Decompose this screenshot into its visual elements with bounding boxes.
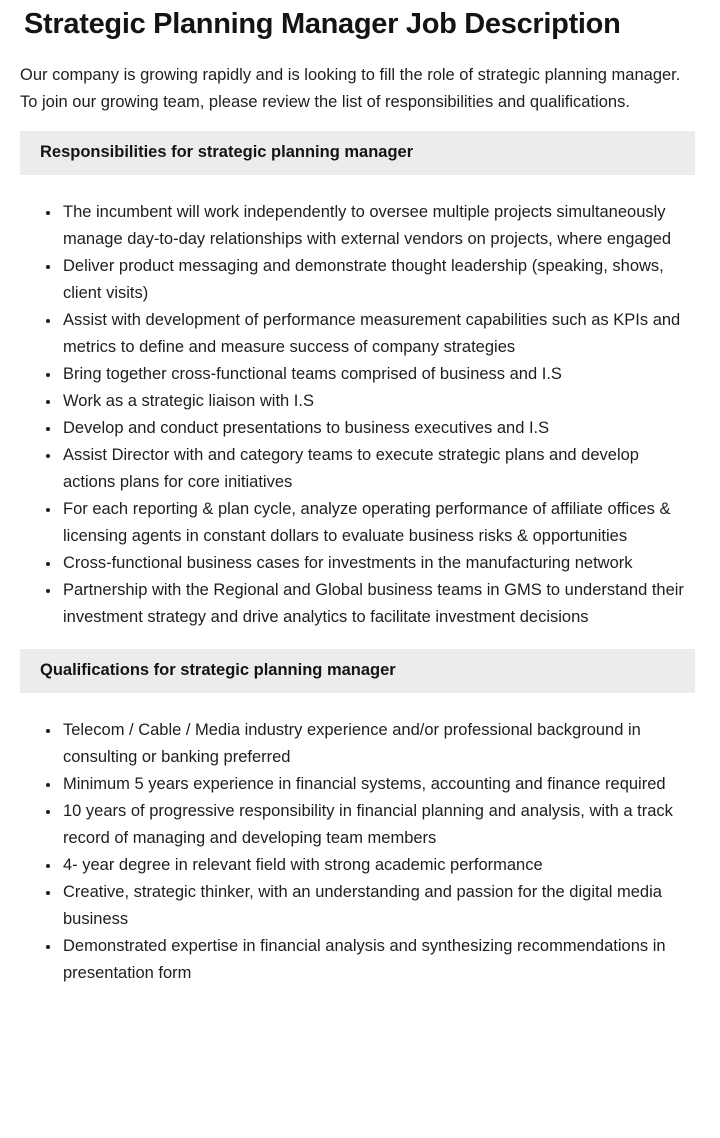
responsibilities-list bbox=[20, 199, 695, 631]
list-item: • Demonstrated expertise in financial analysis and synthesizing recommendations in presentation form bbox=[61, 933, 695, 987]
list-item: • Deliver product messaging and demonstrate thought leadership (speaking, shows, client visits) bbox=[61, 253, 695, 307]
section-heading-responsibilities: Responsibilities for strategic planning manager bbox=[20, 131, 695, 175]
list-item: • Bring together cross-functional teams comprised of business and I.S bbox=[61, 361, 695, 388]
list-item: • Cross-functional business cases for investments in the manufacturing network bbox=[61, 550, 695, 577]
list-item: • Minimum 5 years experience in financial systems, accounting and finance required bbox=[61, 771, 695, 798]
list-item: • The incumbent will work independently to oversee multiple projects simultaneously manage day-to-day relationships with external vendors on projects, where engaged bbox=[61, 199, 695, 253]
list-item: • For each reporting & plan cycle, analyze operating performance of affiliate offices & licensing agents in constant dollars to evaluate business risks & opportunities bbox=[61, 496, 695, 550]
list-item: • 4- year degree in relevant field with strong academic performance bbox=[61, 852, 695, 879]
section-heading-qualifications: Qualifications for strategic planning manager bbox=[20, 649, 695, 693]
list-item: • Creative, strategic thinker, with an understanding and passion for the digital media business bbox=[61, 879, 695, 933]
list-item: • Work as a strategic liaison with I.S bbox=[61, 388, 695, 415]
intro-paragraph: Our company is growing rapidly and is looking to fill the role of strategic planning manager. To join our growing team, please review the list of responsibilities and qualifications. bbox=[20, 66, 681, 112]
list-item: • Develop and conduct presentations to business executives and I.S bbox=[61, 415, 695, 442]
list-item: • Telecom / Cable / Media industry experience and/or professional background in consulting or banking preferred bbox=[61, 717, 695, 771]
qualifications-list bbox=[20, 717, 695, 987]
list-item: • 10 years of progressive responsibility in financial planning and analysis, with a track record of managing and developing team members bbox=[61, 798, 695, 852]
list-item: • Assist with development of performance measurement capabilities such as KPIs and metrics to define and measure success of company strategies bbox=[61, 307, 695, 361]
page-title: Strategic Planning Manager Job Description bbox=[24, 8, 621, 40]
list-item: • Assist Director with and category teams to execute strategic plans and develop actions plans for core initiatives bbox=[61, 442, 695, 496]
list-item: • Partnership with the Regional and Global business teams in GMS to understand their investment strategy and drive analytics to facilitate investment decisions bbox=[61, 577, 695, 631]
